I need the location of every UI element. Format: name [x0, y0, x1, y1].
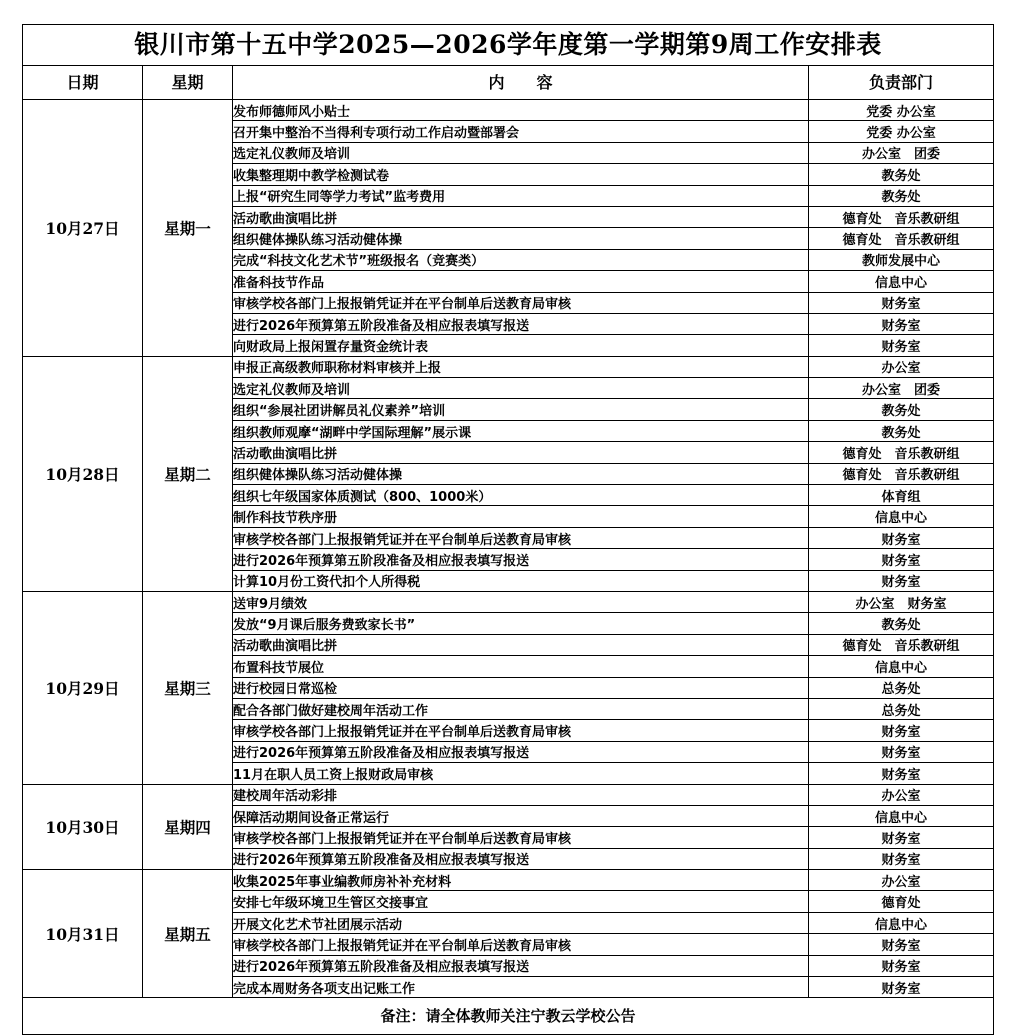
task-content-cell: 配合各部门做好建校周年活动工作	[233, 698, 809, 719]
responsible-department-cell: 财务室	[809, 741, 994, 762]
responsible-department-cell: 教务处	[809, 164, 994, 185]
responsible-department-cell: 财务室	[809, 313, 994, 334]
task-content-cell: 发布师德师风小贴士	[233, 100, 809, 121]
responsible-department-cell: 财务室	[809, 527, 994, 548]
responsible-department-cell: 信息中心	[809, 271, 994, 292]
task-content-cell: 完成本周财务各项支出记账工作	[233, 977, 809, 998]
responsible-department-cell: 财务室	[809, 292, 994, 313]
responsible-department-cell: 体育组	[809, 485, 994, 506]
responsible-department-cell: 办公室	[809, 870, 994, 891]
weekly-schedule-table	[22, 24, 994, 1035]
task-content-cell: 进行2026年预算第五阶段准备及相应报表填写报送	[233, 955, 809, 976]
table-row	[23, 100, 994, 121]
responsible-department-cell: 德育处 音乐教研组	[809, 228, 994, 249]
day-weekday-cell: 星期一	[143, 100, 233, 357]
task-content-cell: 组织教师观摩“湖畔中学国际理解”展示课	[233, 420, 809, 441]
task-content-cell: 11月在职人员工资上报财政局审核	[233, 763, 809, 784]
task-content-cell: 上报“研究生同等学力考试”监考费用	[233, 185, 809, 206]
day-date-cell: 10月31日	[23, 870, 143, 998]
responsible-department-cell: 办公室 团委	[809, 378, 994, 399]
task-content-cell: 审核学校各部门上报报销凭证并在平台制单后送教育局审核	[233, 292, 809, 313]
responsible-department-cell: 财务室	[809, 720, 994, 741]
responsible-department-cell: 信息中心	[809, 506, 994, 527]
responsible-department-cell: 信息中心	[809, 656, 994, 677]
day-date-cell: 10月27日	[23, 100, 143, 357]
responsible-department-cell: 财务室	[809, 977, 994, 998]
responsible-department-cell: 财务室	[809, 570, 994, 591]
responsible-department-cell: 教务处	[809, 399, 994, 420]
task-content-cell: 活动歌曲演唱比拼	[233, 634, 809, 655]
task-content-cell: 选定礼仪教师及培训	[233, 142, 809, 163]
responsible-department-cell: 财务室	[809, 335, 994, 356]
table-row	[23, 356, 994, 377]
column-header-department: 负责部门	[809, 66, 994, 100]
task-content-cell: 收集整理期中教学检测试卷	[233, 164, 809, 185]
task-content-cell: 向财政局上报闲置存量资金统计表	[233, 335, 809, 356]
task-content-cell: 审核学校各部门上报报销凭证并在平台制单后送教育局审核	[233, 827, 809, 848]
task-content-cell: 选定礼仪教师及培训	[233, 378, 809, 399]
responsible-department-cell: 财务室	[809, 549, 994, 570]
responsible-department-cell: 教务处	[809, 613, 994, 634]
responsible-department-cell: 财务室	[809, 955, 994, 976]
responsible-department-cell: 德育处 音乐教研组	[809, 463, 994, 484]
footer-note: 备注：请全体教师关注宁教云学校公告	[23, 998, 994, 1035]
title-row	[23, 25, 994, 66]
task-content-cell: 召开集中整治不当得利专项行动工作启动暨部署会	[233, 121, 809, 142]
responsible-department-cell: 财务室	[809, 827, 994, 848]
day-weekday-cell: 星期二	[143, 356, 233, 591]
column-header-weekday: 星期	[143, 66, 233, 100]
task-content-cell: 布置科技节展位	[233, 656, 809, 677]
responsible-department-cell: 总务处	[809, 677, 994, 698]
day-date-cell: 10月29日	[23, 591, 143, 784]
task-content-cell: 保障活动期间设备正常运行	[233, 805, 809, 826]
responsible-department-cell: 德育处 音乐教研组	[809, 442, 994, 463]
responsible-department-cell: 德育处 音乐教研组	[809, 634, 994, 655]
column-header-content: 内 容	[233, 66, 809, 100]
responsible-department-cell: 办公室 团委	[809, 142, 994, 163]
responsible-department-cell: 办公室	[809, 784, 994, 805]
responsible-department-cell: 财务室	[809, 848, 994, 869]
footer-row	[23, 998, 994, 1035]
task-content-cell: 申报正高级教师职称材料审核并上报	[233, 356, 809, 377]
task-content-cell: 安排七年级环境卫生管区交接事宜	[233, 891, 809, 912]
task-content-cell: 组织七年级国家体质测试（800、1000米）	[233, 485, 809, 506]
responsible-department-cell: 总务处	[809, 698, 994, 719]
responsible-department-cell: 财务室	[809, 934, 994, 955]
task-content-cell: 建校周年活动彩排	[233, 784, 809, 805]
responsible-department-cell: 办公室	[809, 356, 994, 377]
responsible-department-cell: 办公室 财务室	[809, 591, 994, 612]
task-content-cell: 开展文化艺术节社团展示活动	[233, 912, 809, 933]
task-content-cell: 组织健体操队练习活动健体操	[233, 463, 809, 484]
day-date-cell: 10月30日	[23, 784, 143, 870]
responsible-department-cell: 教务处	[809, 420, 994, 441]
responsible-department-cell: 信息中心	[809, 805, 994, 826]
task-content-cell: 送审9月绩效	[233, 591, 809, 612]
responsible-department-cell: 财务室	[809, 763, 994, 784]
task-content-cell: 进行2026年预算第五阶段准备及相应报表填写报送	[233, 848, 809, 869]
task-content-cell: 进行2026年预算第五阶段准备及相应报表填写报送	[233, 549, 809, 570]
schedule-table-body	[23, 25, 994, 998]
day-weekday-cell: 星期五	[143, 870, 233, 998]
task-content-cell: 进行2026年预算第五阶段准备及相应报表填写报送	[233, 741, 809, 762]
task-content-cell: 组织“参展社团讲解员礼仪素养”培训	[233, 399, 809, 420]
task-content-cell: 进行2026年预算第五阶段准备及相应报表填写报送	[233, 313, 809, 334]
task-content-cell: 制作科技节秩序册	[233, 506, 809, 527]
table-row	[23, 591, 994, 612]
task-content-cell: 发放“9月课后服务费致家长书”	[233, 613, 809, 634]
day-weekday-cell: 星期三	[143, 591, 233, 784]
task-content-cell: 计算10月份工资代扣个人所得税	[233, 570, 809, 591]
task-content-cell: 完成“科技文化艺术节”班级报名（竞赛类）	[233, 249, 809, 270]
table-row	[23, 784, 994, 805]
column-header-date: 日期	[23, 66, 143, 100]
page-title: 银川市第十五中学2025—2026学年度第一学期第9周工作安排表	[23, 25, 994, 66]
responsible-department-cell: 党委 办公室	[809, 100, 994, 121]
task-content-cell: 活动歌曲演唱比拼	[233, 442, 809, 463]
task-content-cell: 组织健体操队练习活动健体操	[233, 228, 809, 249]
responsible-department-cell: 德育处	[809, 891, 994, 912]
task-content-cell: 进行校园日常巡检	[233, 677, 809, 698]
task-content-cell: 活动歌曲演唱比拼	[233, 206, 809, 227]
task-content-cell: 准备科技节作品	[233, 271, 809, 292]
day-weekday-cell: 星期四	[143, 784, 233, 870]
responsible-department-cell: 德育处 音乐教研组	[809, 206, 994, 227]
task-content-cell: 审核学校各部门上报报销凭证并在平台制单后送教育局审核	[233, 720, 809, 741]
responsible-department-cell: 教师发展中心	[809, 249, 994, 270]
header-row	[23, 66, 994, 100]
task-content-cell: 审核学校各部门上报报销凭证并在平台制单后送教育局审核	[233, 527, 809, 548]
responsible-department-cell: 教务处	[809, 185, 994, 206]
day-date-cell: 10月28日	[23, 356, 143, 591]
responsible-department-cell: 信息中心	[809, 912, 994, 933]
responsible-department-cell: 党委 办公室	[809, 121, 994, 142]
schedule-table-footer	[23, 998, 994, 1035]
task-content-cell: 收集2025年事业编教师房补补充材料	[233, 870, 809, 891]
task-content-cell: 审核学校各部门上报报销凭证并在平台制单后送教育局审核	[233, 934, 809, 955]
table-row	[23, 870, 994, 891]
